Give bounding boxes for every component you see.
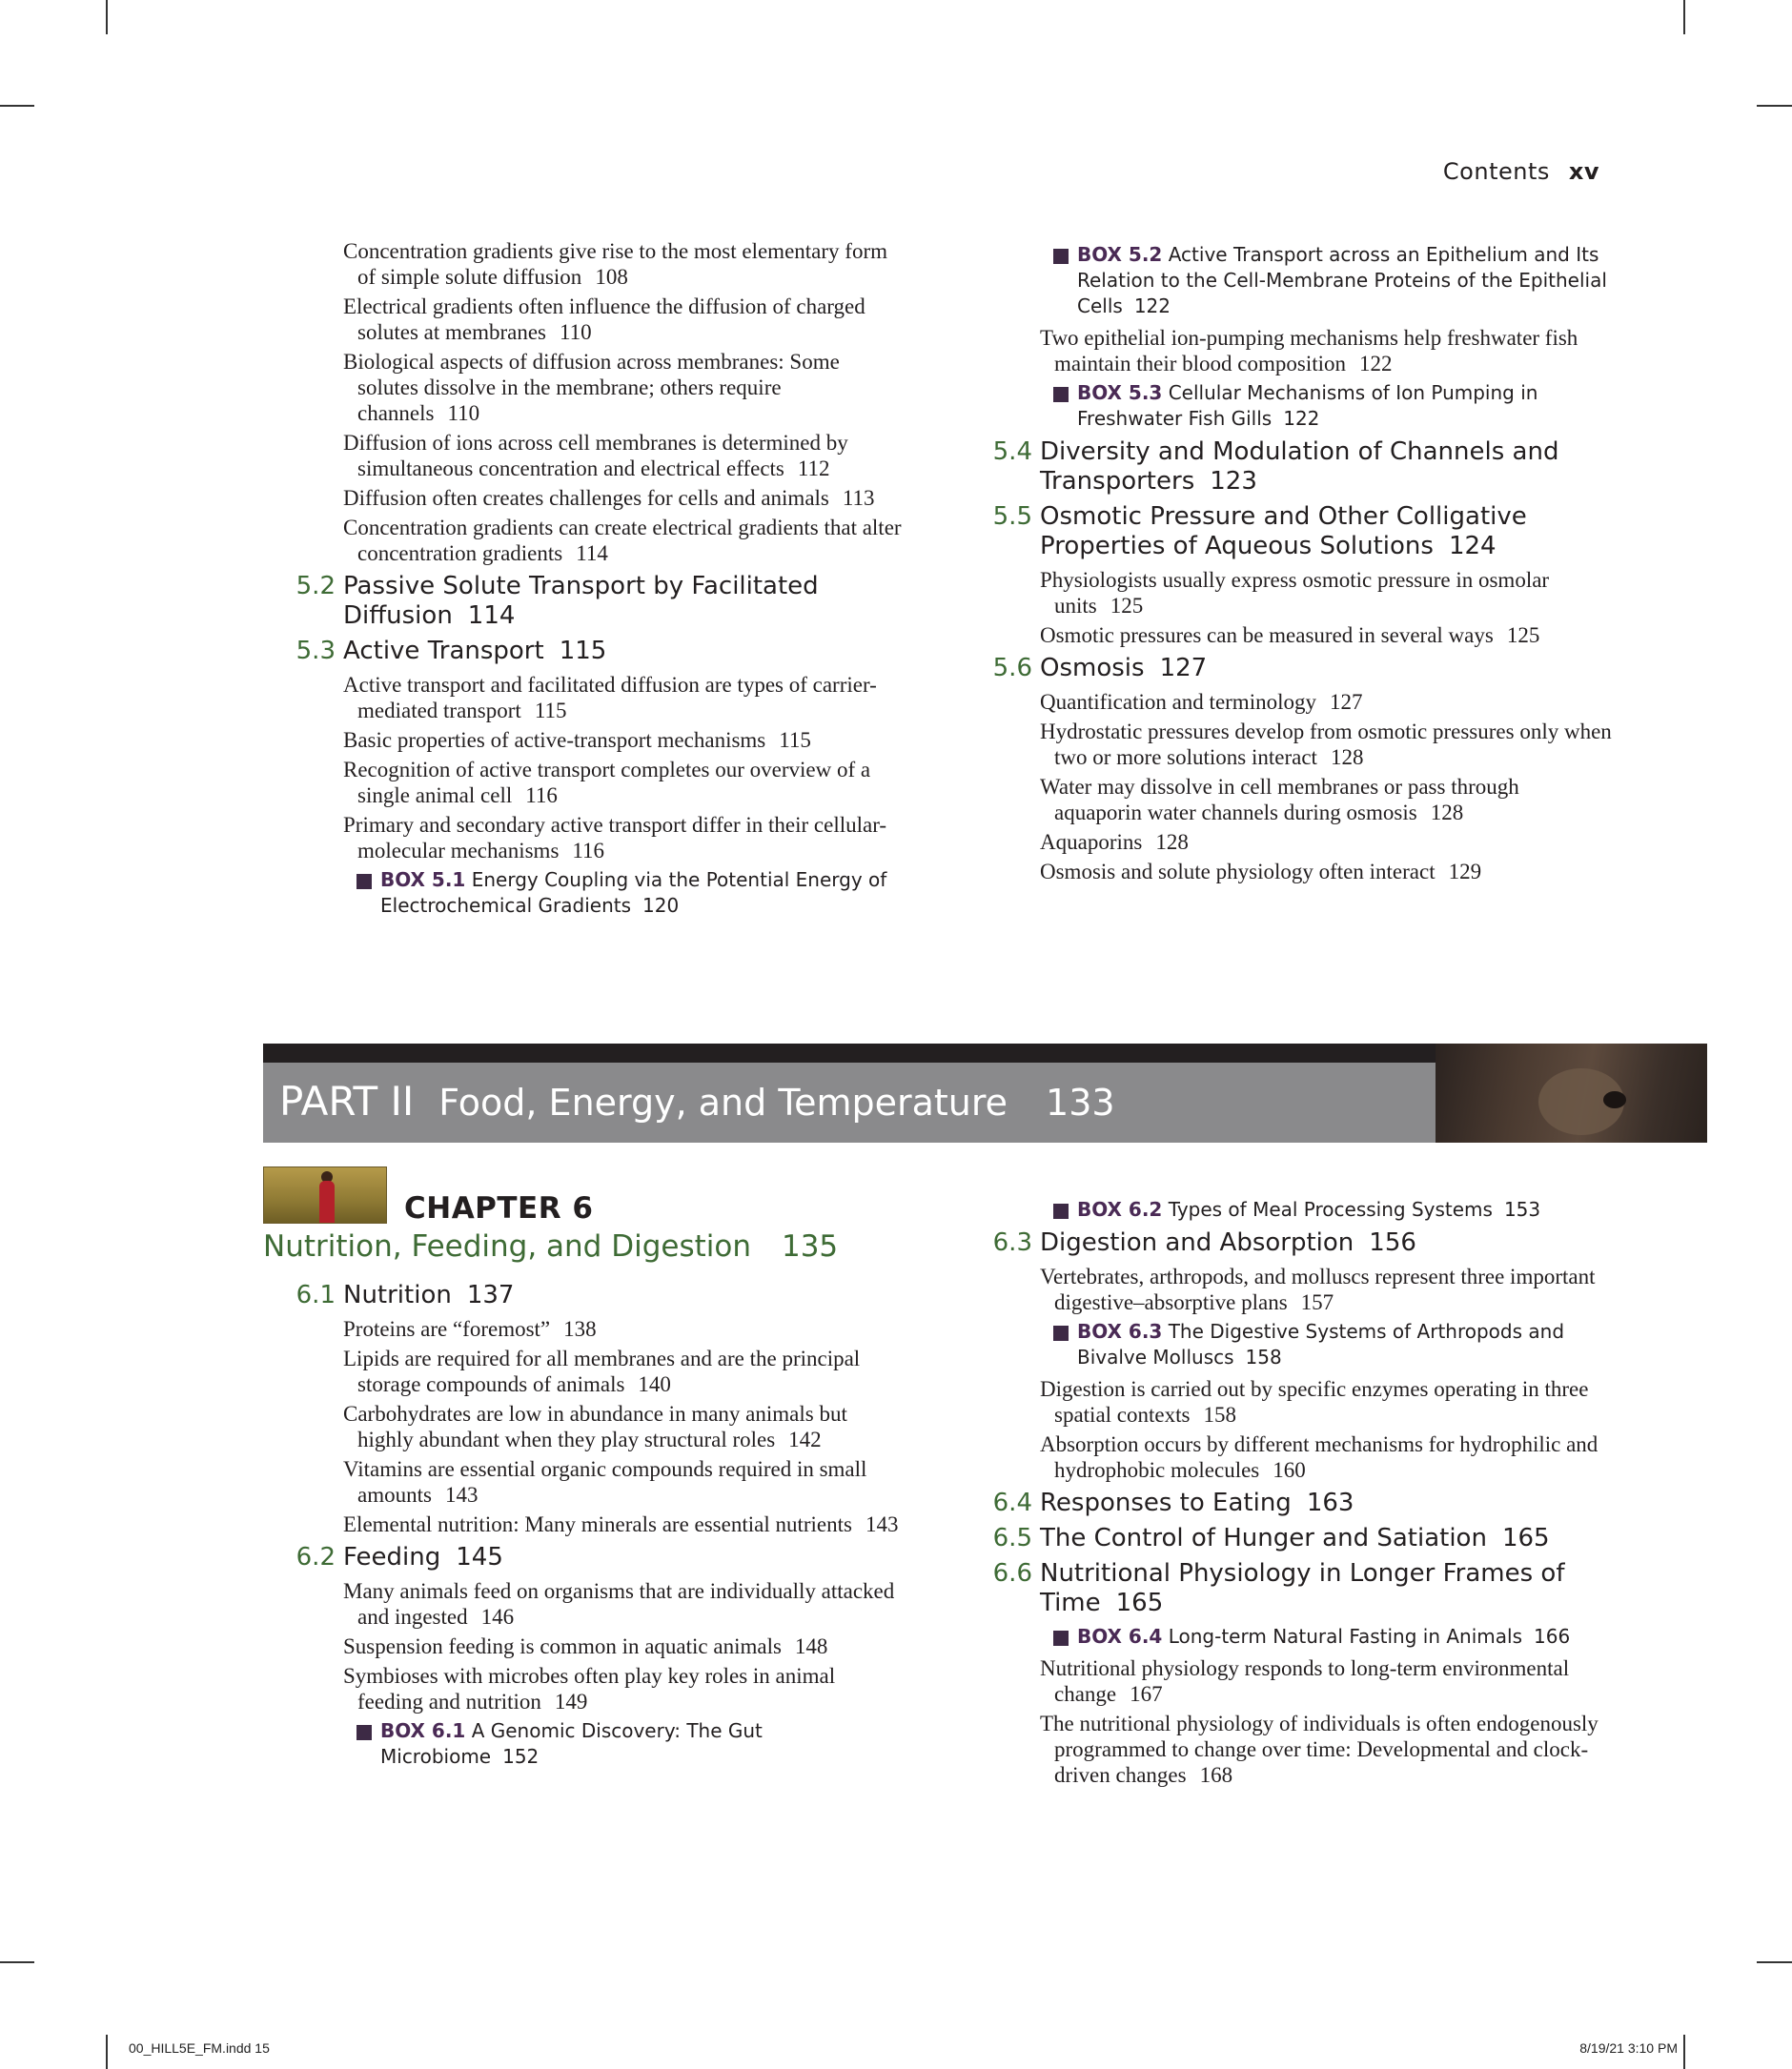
section-page-number: 123 (1210, 467, 1257, 496)
subentry-page-number: 128 (1155, 830, 1189, 854)
section-page-number: 145 (456, 1543, 503, 1572)
box-page-number: 122 (1133, 294, 1171, 317)
toc-subentry (343, 672, 906, 723)
subentry-page-number: 112 (797, 456, 830, 480)
toc-section-heading (992, 1559, 1612, 1618)
section-number: 6.4 (992, 1489, 1032, 1517)
toc-box-entry (1040, 242, 1612, 319)
subentry-text: The nutritional physiology of individuals is often endogenously programmed to change over time: Developmental and clock-driven changes (1040, 1712, 1599, 1787)
subentry-text: Diffusion of ions across cell membranes is determined by simultaneous concentration and electrical effects (343, 431, 848, 480)
section-title: The Control of Hunger and Satiation (1040, 1524, 1487, 1552)
chapter-title-text: Nutrition, Feeding, and Digestion (263, 1229, 751, 1264)
section-title: Osmosis (1040, 654, 1145, 682)
subentry-text: Aquaporins (1040, 830, 1143, 854)
subentry-text: Osmosis and solute physiology often interact (1040, 860, 1436, 883)
subentry-text: Vitamins are essential organic compounds required in small amounts (343, 1457, 867, 1507)
subentry-text: Primary and secondary active transport differ in their cellular-molecular mechanisms (343, 813, 887, 862)
subentry-text: Physiologists usually express osmotic pressure in osmolar units (1040, 568, 1550, 618)
section-number: 6.2 (295, 1543, 336, 1572)
section-page-number: 165 (1501, 1524, 1550, 1552)
toc-subentry (1040, 1655, 1612, 1707)
subentry-text: Carbohydrates are low in abundance in many animals but highly abundant when they play structural roles (343, 1402, 847, 1451)
section-number: 5.3 (295, 637, 336, 665)
box-square-icon (1053, 1631, 1069, 1646)
subentry-page-number: 122 (1359, 352, 1393, 375)
section-title: Nutritional Physiology in Longer Frames of Time (1040, 1559, 1565, 1617)
part-title: Food, Energy, and Temperature (438, 1082, 1008, 1124)
subentry-text: Nutritional physiology responds to long-term environmental change (1040, 1656, 1570, 1706)
box-page-number: 158 (1245, 1346, 1282, 1369)
toc-subentry (343, 1316, 906, 1342)
running-head-page: xv (1568, 158, 1599, 185)
toc-subentry (343, 238, 906, 290)
slug-date: 8/19/21 3:10 PM (1579, 2040, 1678, 2056)
subentry-page-number: 128 (1330, 745, 1364, 769)
crop-mark (1683, 2035, 1685, 2069)
subentry-page-number: 125 (1506, 623, 1540, 647)
toc-subentry (343, 1663, 906, 1714)
slug-file: 00_HILL5E_FM.indd 15 (129, 2040, 270, 2056)
box-square-icon (1053, 1326, 1069, 1341)
box-square-icon (1053, 387, 1069, 402)
toc-box-entry (1040, 380, 1612, 432)
box-page-number: 153 (1503, 1198, 1541, 1221)
section-number: 5.5 (992, 502, 1032, 531)
box-title: Active Transport across an Epithelium and Its Relation to the Cell-Membrane Proteins of the Epithelial Cells (1077, 243, 1607, 317)
section-number: 5.2 (295, 572, 336, 600)
subentry-page-number: 113 (842, 486, 875, 510)
subentry-page-number: 110 (560, 320, 592, 344)
box-label: BOX 6.3 (1077, 1320, 1163, 1343)
subentry-page-number: 128 (1430, 801, 1464, 824)
subentry-text: Concentration gradients give rise to the most elementary form of simple solute diffusion (343, 239, 888, 289)
running-head (1443, 158, 1599, 185)
subentry-page-number: 138 (563, 1317, 597, 1341)
box-square-icon (356, 874, 372, 889)
toc-section-heading (992, 437, 1612, 497)
toc-subentry (343, 812, 906, 863)
subentry-text: Basic properties of active-transport mechanisms (343, 728, 766, 752)
subentry-text: Two epithelial ion-pumping mechanisms help freshwater fish maintain their blood composition (1040, 326, 1578, 375)
toc-subentry (1040, 774, 1612, 825)
toc-subentry (1040, 859, 1612, 884)
subentry-page-number: 146 (480, 1605, 515, 1629)
section-page-number: 114 (467, 601, 516, 630)
subentry-text: Proteins are “foremost” (343, 1317, 551, 1341)
subentry-page-number: 115 (779, 728, 811, 752)
section-page-number: 165 (1115, 1589, 1164, 1617)
subentry-page-number: 143 (444, 1483, 479, 1507)
chapter-title (263, 1229, 838, 1264)
subentry-page-number: 140 (638, 1372, 671, 1396)
subentry-page-number: 125 (1110, 594, 1144, 618)
section-page-number: 163 (1306, 1489, 1354, 1517)
toc-section-heading (992, 502, 1612, 561)
toc-subentry (1040, 1431, 1612, 1483)
section-title: Passive Solute Transport by Facilitated Diffusion (343, 572, 819, 630)
subentry-page-number: 168 (1199, 1763, 1233, 1787)
part-banner-text (279, 1080, 1115, 1125)
subentry-page-number: 116 (572, 839, 605, 862)
section-title: Diversity and Modulation of Channels and Transporters (1040, 437, 1559, 496)
box-page-number: 152 (502, 1745, 540, 1768)
toc-subentry (343, 430, 906, 481)
subentry-text: Concentration gradients can create electrical gradients that alter concentration gradients (343, 516, 902, 565)
subentry-page-number: 116 (525, 783, 558, 807)
box-title: Long-term Natural Fasting in Animals (1168, 1625, 1523, 1648)
toc-subentry (343, 349, 906, 426)
toc-section-heading (295, 637, 906, 666)
toc-subentry (1040, 567, 1612, 619)
subentry-page-number: 142 (788, 1428, 822, 1451)
box-label: BOX 6.1 (380, 1719, 466, 1742)
subentry-text: Vertebrates, arthropods, and molluscs represent three important digestive–absorptive plans (1040, 1265, 1596, 1314)
toc-subentry (1040, 325, 1612, 376)
box-page-number: 122 (1283, 407, 1320, 430)
section-title: Active Transport (343, 637, 544, 665)
toc-subentry (1040, 1711, 1612, 1788)
subentry-text: Active transport and facilitated diffusion are types of carrier-mediated transport (343, 673, 877, 722)
part-page: 133 (1046, 1082, 1115, 1124)
subentry-page-number: 160 (1273, 1458, 1306, 1482)
toc-subentry (1040, 622, 1612, 648)
part-banner-photo (1436, 1044, 1707, 1143)
toc-subentry (343, 1578, 906, 1630)
subentry-text: Symbioses with microbes often play key roles in animal feeding and nutrition (343, 1664, 836, 1714)
toc-column-bottom-left (295, 1275, 906, 1775)
toc-subentry (1040, 719, 1612, 770)
toc-subentry (343, 727, 906, 753)
subentry-text: Electrical gradients often influence the diffusion of charged solutes at membranes (343, 294, 865, 344)
toc-subentry (343, 1456, 906, 1508)
section-number: 5.4 (992, 437, 1032, 466)
subentry-page-number: 157 (1300, 1290, 1334, 1314)
box-title: A Genomic Discovery: The Gut Microbiome (380, 1719, 763, 1768)
section-page-number: 124 (1448, 532, 1497, 560)
toc-box-entry (343, 1718, 906, 1770)
section-title: Feeding (343, 1543, 441, 1572)
subentry-text: Suspension feeding is common in aquatic animals (343, 1634, 782, 1658)
subentry-page-number: 110 (447, 401, 480, 425)
toc-column-top-right (992, 238, 1612, 888)
section-title: Digestion and Absorption (1040, 1228, 1354, 1257)
toc-subentry (343, 1346, 906, 1397)
section-title: Osmotic Pressure and Other Colligative Properties of Aqueous Solutions (1040, 502, 1527, 560)
crop-mark (1757, 1961, 1792, 1963)
chapter-title-page: 135 (781, 1229, 839, 1264)
subentry-text: Lipids are required for all membranes and are the principal storage compounds of animals (343, 1347, 861, 1396)
section-number: 6.1 (295, 1281, 336, 1309)
subentry-text: Quantification and terminology (1040, 690, 1316, 714)
subentry-page-number: 143 (865, 1512, 899, 1536)
box-label: BOX 6.2 (1077, 1198, 1163, 1221)
subentry-text: Elemental nutrition: Many minerals are essential nutrients (343, 1512, 852, 1536)
box-label: BOX 6.4 (1077, 1625, 1163, 1648)
section-page-number: 137 (466, 1281, 515, 1309)
toc-subentry (1040, 1264, 1612, 1315)
box-square-icon (1053, 249, 1069, 264)
toc-subentry (1040, 1376, 1612, 1428)
subentry-page-number: 115 (534, 699, 567, 722)
subentry-text: Many animals feed on organisms that are individually attacked and ingested (343, 1579, 895, 1629)
box-label: BOX 5.2 (1077, 243, 1163, 266)
toc-section-heading (992, 1524, 1612, 1553)
toc-box-entry (1040, 1624, 1612, 1650)
box-page-number: 166 (1534, 1625, 1571, 1648)
toc-subentry (343, 757, 906, 808)
section-page-number: 156 (1369, 1228, 1416, 1257)
toc-box-entry (343, 867, 906, 919)
toc-subentry (343, 294, 906, 345)
crop-mark (0, 105, 34, 107)
subentry-text: Recognition of active transport completes our overview of a single animal cell (343, 758, 871, 807)
box-label: BOX 5.3 (1077, 381, 1163, 404)
box-square-icon (356, 1725, 372, 1740)
subentry-page-number: 114 (576, 541, 608, 565)
subentry-text: Osmotic pressures can be measured in several ways (1040, 623, 1494, 647)
box-page-number: 120 (642, 894, 680, 917)
crop-mark (106, 2035, 108, 2069)
crop-mark (1757, 105, 1792, 107)
toc-subentry (343, 485, 906, 511)
toc-subentry (343, 1633, 906, 1659)
subentry-page-number: 158 (1203, 1403, 1236, 1427)
toc-subentry (1040, 689, 1612, 715)
subentry-text: Absorption occurs by different mechanisms for hydrophilic and hydrophobic molecules (1040, 1432, 1599, 1482)
subentry-page-number: 148 (794, 1634, 828, 1658)
box-title: Types of Meal Processing Systems (1168, 1198, 1493, 1221)
box-title: Energy Coupling via the Potential Energy of Electrochemical Gradients (380, 868, 887, 917)
box-title: The Digestive Systems of Arthropods and Bivalve Molluscs (1077, 1320, 1565, 1369)
box-title: Cellular Mechanisms of Ion Pumping in Freshwater Fish Gills (1077, 381, 1538, 430)
subentry-text: Digestion is carried out by specific enzymes operating in three spatial contexts (1040, 1377, 1589, 1427)
section-number: 6.6 (992, 1559, 1032, 1588)
subentry-page-number: 129 (1448, 860, 1482, 883)
chapter-label: CHAPTER 6 (404, 1191, 594, 1226)
box-square-icon (1053, 1204, 1069, 1219)
toc-column-top-left (295, 238, 906, 924)
toc-section-heading (295, 1281, 906, 1310)
section-number: 6.5 (992, 1524, 1032, 1552)
toc-column-bottom-right (992, 1193, 1612, 1792)
section-title: Responses to Eating (1040, 1489, 1292, 1517)
subentry-page-number: 108 (595, 265, 628, 289)
toc-subentry (343, 1401, 906, 1452)
subentry-page-number: 127 (1329, 690, 1363, 714)
section-page-number: 115 (559, 637, 607, 665)
part-banner (263, 1044, 1707, 1143)
subentry-text: Diffusion often creates challenges for cells and animals (343, 486, 829, 510)
crop-mark (106, 0, 108, 34)
toc-section-heading (992, 654, 1612, 683)
toc-subentry (343, 515, 906, 566)
crop-mark (1683, 0, 1685, 34)
section-number: 6.3 (992, 1228, 1032, 1257)
section-number: 5.6 (992, 654, 1032, 682)
toc-section-heading (992, 1489, 1612, 1518)
subentry-page-number: 149 (554, 1690, 588, 1714)
part-label: PART II (279, 1078, 415, 1125)
subentry-page-number: 167 (1130, 1682, 1163, 1706)
toc-box-entry (1040, 1319, 1612, 1370)
section-title: Nutrition (343, 1281, 452, 1309)
toc-subentry (343, 1511, 906, 1537)
running-head-label: Contents (1442, 158, 1550, 185)
subentry-text: Hydrostatic pressures develop from osmotic pressures only when two or more solutions interact (1040, 720, 1612, 769)
toc-section-heading (992, 1228, 1612, 1258)
toc-subentry (1040, 829, 1612, 855)
box-label: BOX 5.1 (380, 868, 466, 891)
toc-box-entry (1040, 1197, 1612, 1223)
subentry-text: Biological aspects of diffusion across membranes: Some solutes dissolve in the membrane; others require channels (343, 350, 840, 425)
chapter-thumbnail-photo (263, 1166, 387, 1224)
toc-section-heading (295, 572, 906, 631)
subentry-text: Water may dissolve in cell membranes or pass through aquaporin water channels during osmosis (1040, 775, 1519, 824)
toc-section-heading (295, 1543, 906, 1572)
crop-mark (0, 1961, 34, 1963)
section-page-number: 127 (1159, 654, 1208, 682)
